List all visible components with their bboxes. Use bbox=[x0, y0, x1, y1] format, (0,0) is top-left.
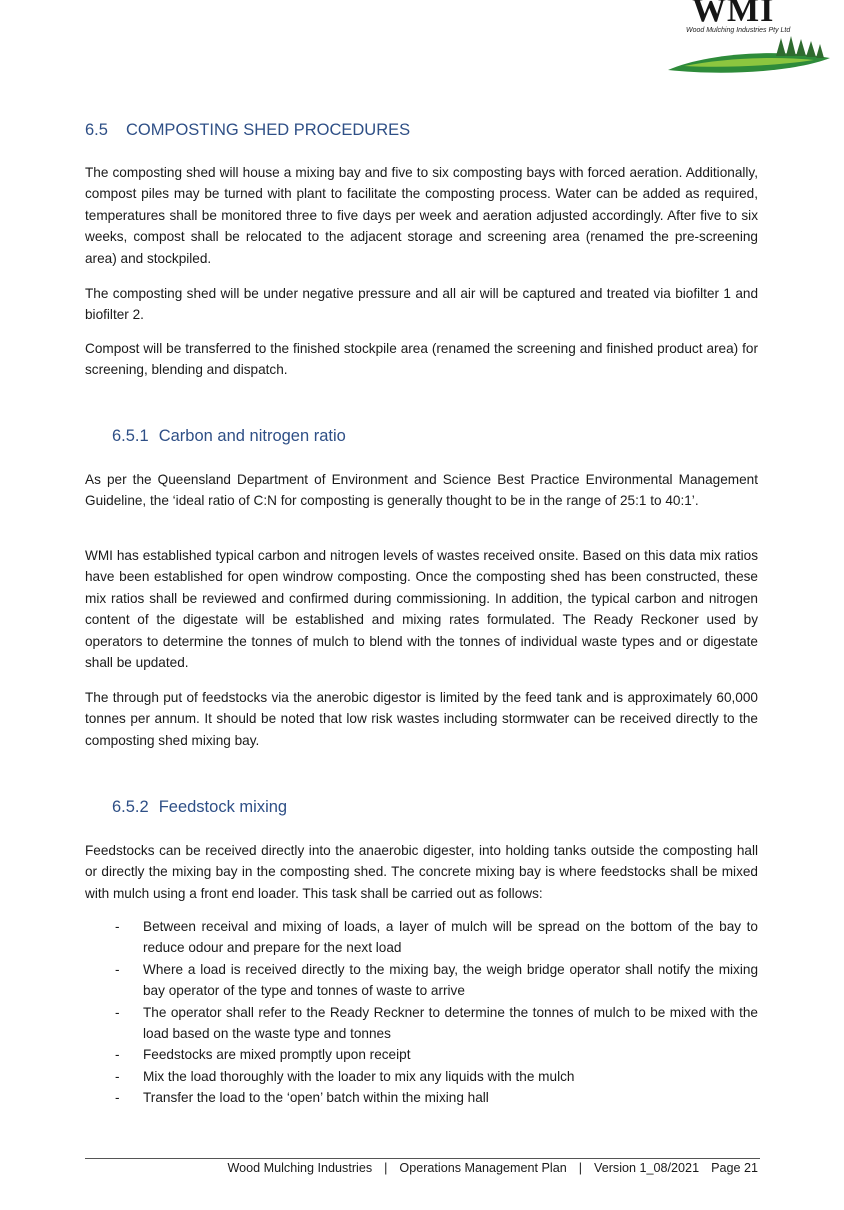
page-footer bbox=[85, 1161, 758, 1175]
footer-company: Wood Mulching Industries bbox=[227, 1161, 373, 1175]
list-item: - Mix the load thoroughly with the loader to mix any liquids with the mulch bbox=[85, 1066, 758, 1087]
list-item: - Feedstocks are mixed promptly upon receipt bbox=[85, 1044, 758, 1065]
procedure-list bbox=[85, 916, 758, 1109]
footer-divider bbox=[85, 1158, 760, 1159]
list-item: - Between receival and mixing of loads, a layer of mulch will be spread on the bottom of the bay to reduce odour and prepare for the next load bbox=[85, 916, 758, 959]
paragraph: The composting shed will house a mixing bay and five to six composting bays with forced aeration. Additionally, compost piles may be turned with plant to facilitate the composting process. Water can be added as required, temperatures shall be monitored three to five days per week and aeration adjusted accordingly. After five to six weeks, compost shall be relocated to the adjacent storage and screening area (renamed the pre-screening area) and stockpiled. bbox=[85, 165, 758, 266]
section-number: 6.5 bbox=[85, 121, 108, 139]
paragraph: Feedstocks can be received directly into the anaerobic digester, into holding tanks outside the composting hall or directly the mixing bay in the composting shed. The concrete mixing bay is where feedstocks shall be mixed with mulch using a front end loader. This task shall be carried out as follows: bbox=[85, 843, 758, 901]
company-logo bbox=[664, 0, 834, 78]
footer-separator: | bbox=[578, 1161, 583, 1175]
logo-wordmark: WMI bbox=[692, 0, 775, 29]
footer-version: Version 1_08/2021 bbox=[594, 1161, 700, 1175]
leaf-logo-icon bbox=[664, 32, 834, 76]
subsection-title: Carbon and nitrogen ratio bbox=[158, 427, 346, 445]
subsection-title: Feedstock mixing bbox=[158, 798, 288, 816]
paragraph: WMI has established typical carbon and nitrogen levels of wastes received onsite. Based on this data mix ratios have been established for open windrow composting. Once the composting shed has been constructed, these mix ratios shall be reviewed and confirmed during commissioning. In addition, the typical carbon and nitrogen content of the digestate will be established and mixing rates formulated. The Ready Reckoner used by operators to determine the tonnes of mulch to blend with the tonnes of individual waste types and or digestate shall be updated. bbox=[85, 548, 758, 671]
paragraph: The composting shed will be under negative pressure and all air will be captured and treated via biofilter 1 and biofilter 2. bbox=[85, 286, 758, 323]
logo-company-name: Wood Mulching Industries Pty Ltd bbox=[686, 27, 791, 34]
list-item: - The operator shall refer to the Ready Reckner to determine the tonnes of mulch to be mixed with the load based on the waste type and tonnes bbox=[85, 1002, 758, 1045]
footer-document: Operations Management Plan bbox=[399, 1161, 567, 1175]
paragraph: The through put of feedstocks via the anerobic digestor is limited by the feed tank and is approximately 60,000 tonnes per annum. It should be noted that low risk wastes including stormwater can be received directly to the composting shed mixing bay. bbox=[85, 690, 758, 748]
list-item: - Transfer the load to the ‘open’ batch within the mixing hall bbox=[85, 1087, 758, 1108]
paragraph: Compost will be transferred to the finished stockpile area (renamed the screening and finished product area) for screening, blending and dispatch. bbox=[85, 341, 758, 378]
paragraph: As per the Queensland Department of Environment and Science Best Practice Environmental Management Guideline, the ‘ideal ratio of C:N for composting is generally thought to be in the range of 25:1 to 40:1’. bbox=[85, 472, 758, 509]
subsection-heading bbox=[112, 798, 287, 817]
subsection-heading bbox=[112, 427, 346, 446]
subsection-number: 6.5.2 bbox=[112, 798, 149, 816]
list-item: - Where a load is received directly to the mixing bay, the weigh bridge operator shall notify the mixing bay operator of the type and tonnes of waste to arrive bbox=[85, 959, 758, 1002]
subsection-number: 6.5.1 bbox=[112, 427, 149, 445]
section-heading bbox=[85, 121, 410, 140]
footer-separator: | bbox=[384, 1161, 388, 1175]
section-title: COMPOSTING SHED PROCEDURES bbox=[125, 121, 411, 139]
footer-page-number: Page 21 bbox=[711, 1161, 758, 1175]
